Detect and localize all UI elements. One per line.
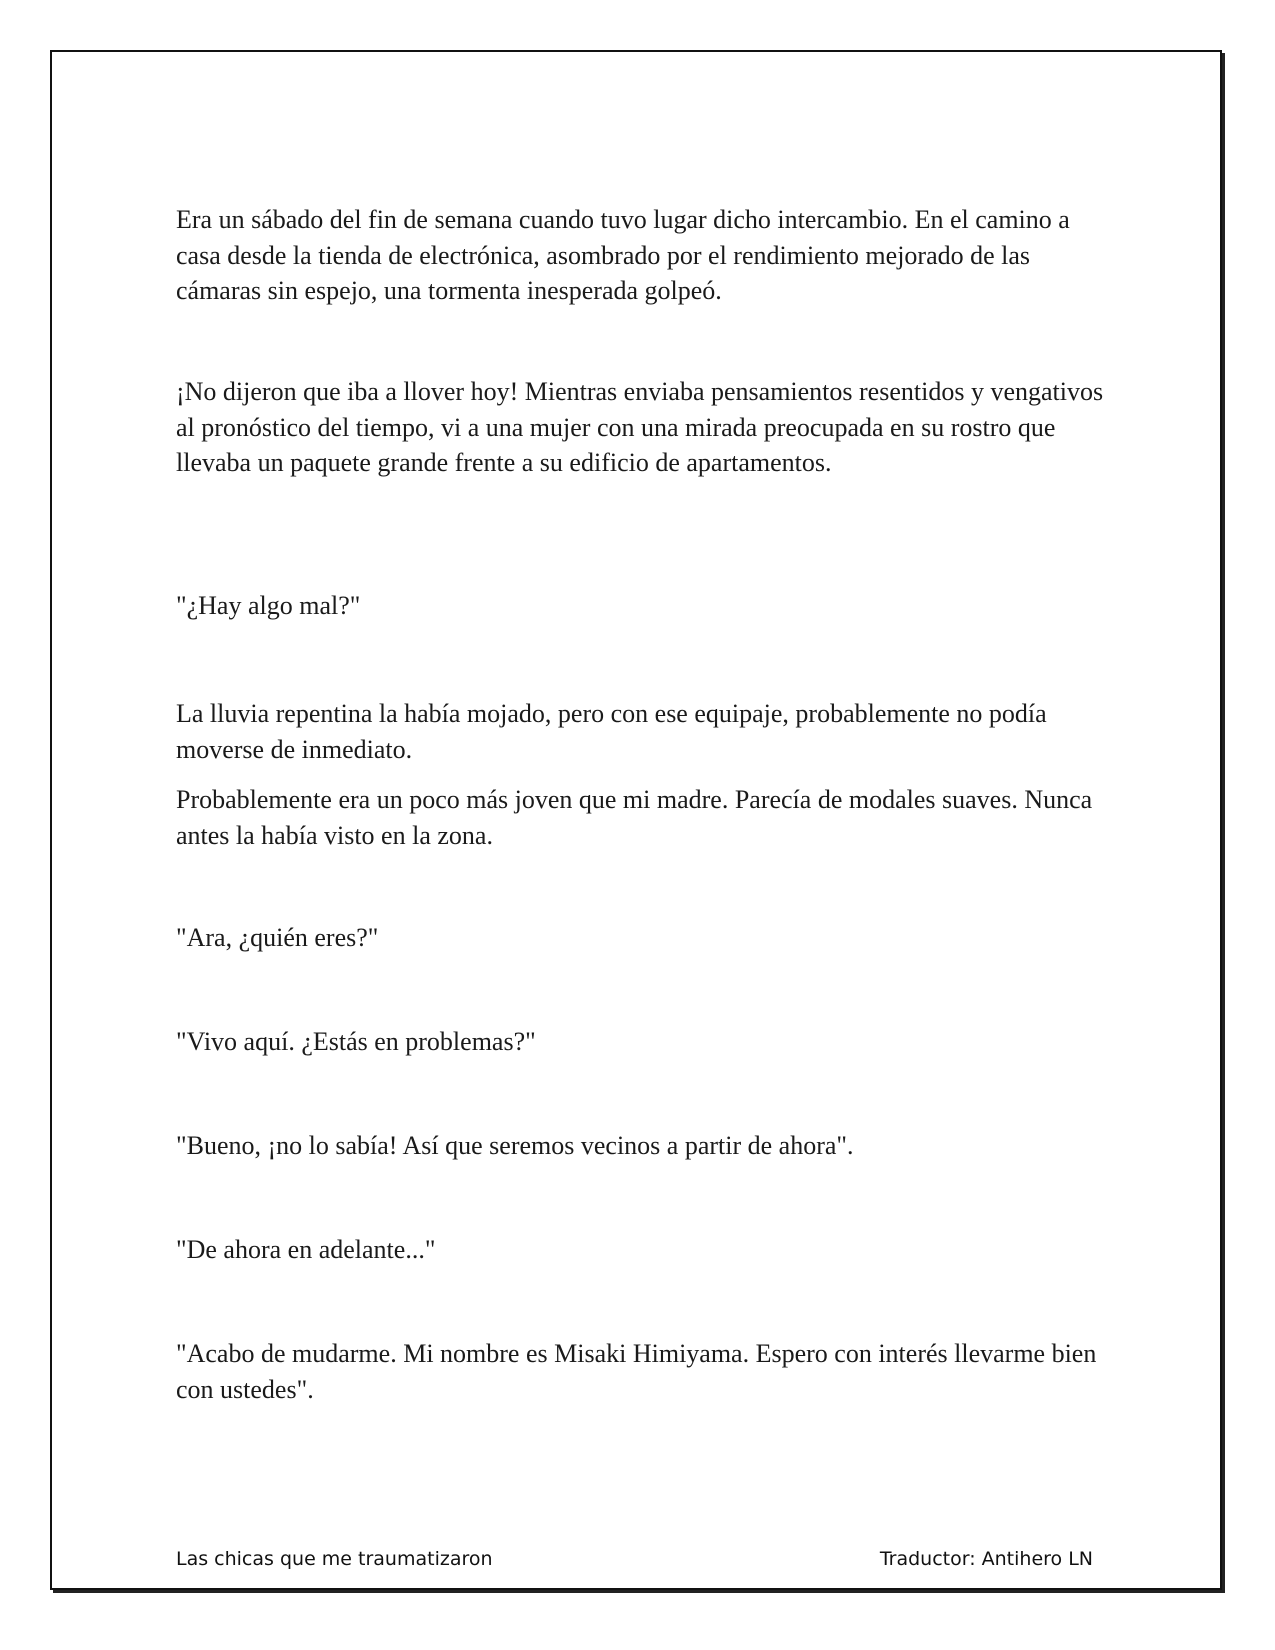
paragraph: La lluvia repentina la había mojado, pero con ese equipaje, probablemente no podía moverse de inmediato. [176,699,1047,764]
dialogue-line: "Acabo de mudarme. Mi nombre es Misaki Himiyama. Espero con interés llevarme bien con ustedes". [176,1339,1097,1404]
dialogue-line: "De ahora en adelante..." [176,1235,436,1264]
dialogue-line: "Ara, ¿quién eres?" [176,923,379,952]
footer-book-title: Las chicas que me traumatizaron [176,1548,493,1570]
footer-translator: Traductor: Antihero LN [879,1548,1093,1570]
dialogue-line: "Bueno, ¡no lo sabía! Así que seremos vecinos a partir de ahora". [176,1131,854,1160]
paragraph: Era un sábado del fin de semana cuando tuvo lugar dicho intercambio. En el camino a casa desde la tienda de electrónica, asombrado por el rendimiento mejorado de las cámaras sin espejo, una tormenta inesperada golpeó. [176,205,1070,305]
paragraph: Probablemente era un poco más joven que mi madre. Parecía de modales suaves. Nunca antes la había visto en la zona. [176,785,1093,850]
dialogue-line: "Vivo aquí. ¿Estás en problemas?" [176,1027,536,1056]
paragraph: ¡No dijeron que iba a llover hoy! Mientras enviaba pensamientos resentidos y vengativos al pronóstico del tiempo, vi a una mujer con una mirada preocupada en su rostro que llevaba un paquete grande frente a su edificio de apartamentos. [176,377,1104,477]
dialogue-line: "¿Hay algo mal?" [176,591,361,620]
